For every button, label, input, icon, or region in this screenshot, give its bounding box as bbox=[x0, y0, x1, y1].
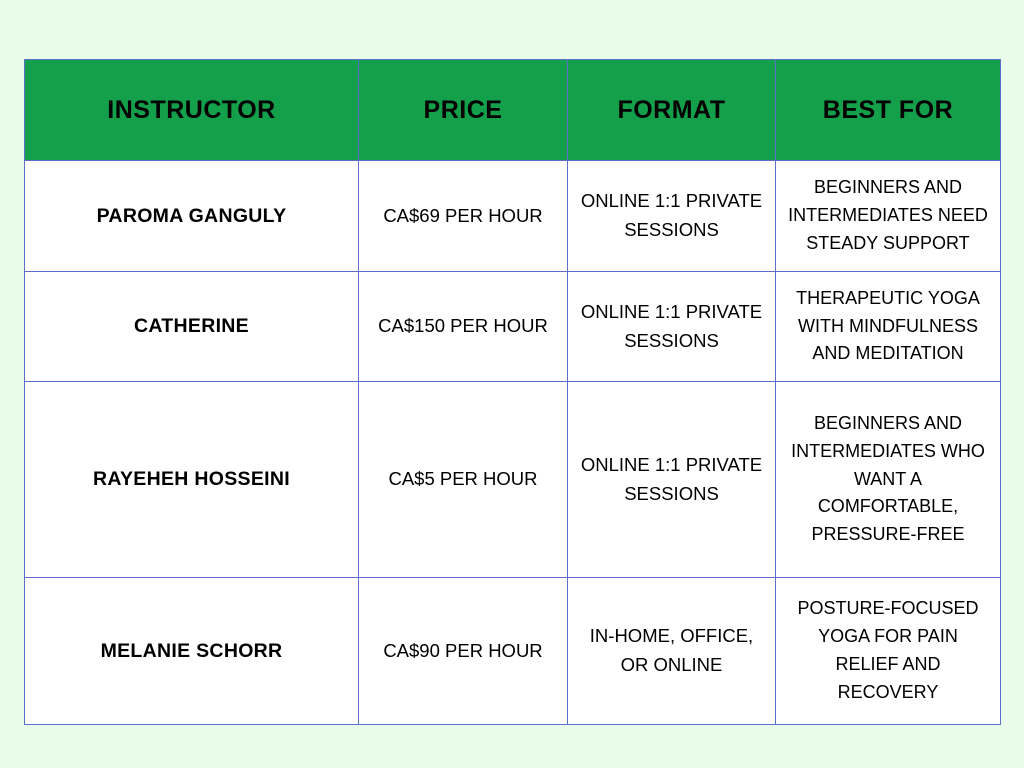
cell-price: CA$150 PER HOUR bbox=[359, 272, 568, 382]
cell-price: CA$90 PER HOUR bbox=[359, 578, 568, 725]
instructor-comparison-table bbox=[24, 59, 1001, 725]
cell-instructor: MELANIE SCHORR bbox=[25, 578, 359, 725]
cell-price: CA$5 PER HOUR bbox=[359, 382, 568, 578]
instructor-comparison-table-wrapper bbox=[24, 59, 1000, 725]
cell-price: CA$69 PER HOUR bbox=[359, 161, 568, 272]
column-header-format: FORMAT bbox=[568, 60, 776, 161]
cell-best-for: POSTURE-FOCUSED YOGA FOR PAIN RELIEF AND RECOVERY bbox=[776, 578, 1001, 725]
column-header-price: PRICE bbox=[359, 60, 568, 161]
column-header-best-for: BEST FOR bbox=[776, 60, 1001, 161]
cell-instructor: PAROMA GANGULY bbox=[25, 161, 359, 272]
cell-format: IN-HOME, OFFICE, OR ONLINE bbox=[568, 578, 776, 725]
cell-format: ONLINE 1:1 PRIVATE SESSIONS bbox=[568, 272, 776, 382]
table-row bbox=[25, 578, 1001, 725]
cell-format: ONLINE 1:1 PRIVATE SESSIONS bbox=[568, 382, 776, 578]
cell-best-for: THERAPEUTIC YOGA WITH MINDFULNESS AND MEDITATION bbox=[776, 272, 1001, 382]
cell-best-for: BEGINNERS AND INTERMEDIATES NEED STEADY SUPPORT bbox=[776, 161, 1001, 272]
table-row bbox=[25, 382, 1001, 578]
cell-instructor: CATHERINE bbox=[25, 272, 359, 382]
table-header-row bbox=[25, 60, 1001, 161]
column-header-instructor: INSTRUCTOR bbox=[25, 60, 359, 161]
table-row bbox=[25, 161, 1001, 272]
table-header bbox=[25, 60, 1001, 161]
cell-instructor: RAYEHEH HOSSEINI bbox=[25, 382, 359, 578]
cell-format: ONLINE 1:1 PRIVATE SESSIONS bbox=[568, 161, 776, 272]
table-body bbox=[25, 161, 1001, 725]
cell-best-for: BEGINNERS AND INTERMEDIATES WHO WANT A COMFORTABLE, PRESSURE-FREE bbox=[776, 382, 1001, 578]
table-row bbox=[25, 272, 1001, 382]
